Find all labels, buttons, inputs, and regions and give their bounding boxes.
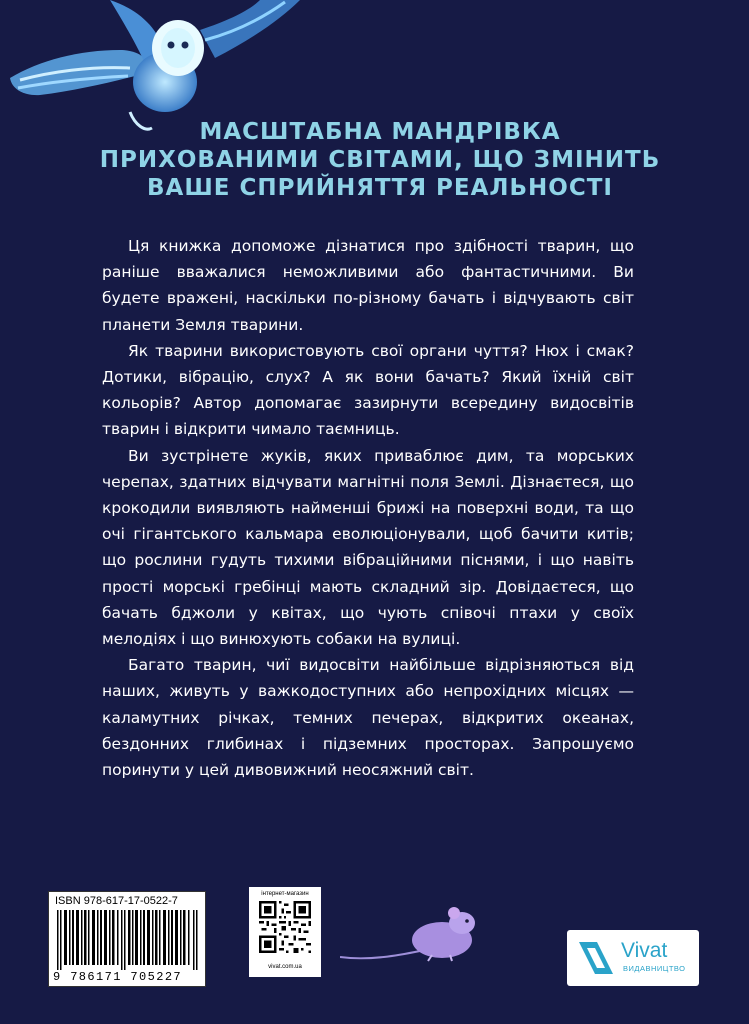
barcode-digits: 9 786171 705227 — [53, 970, 183, 984]
headline-line-2: ПРИХОВАНИМИ СВІТАМИ, ЩО ЗМІНИТЬ — [99, 147, 661, 173]
vivat-logo-name: Vivat — [621, 939, 668, 962]
qr-code-block[interactable] — [249, 887, 321, 977]
vivat-logo — [567, 930, 699, 986]
blurb-paragraph-1: Ця книжка допоможе дізнатися про здібності тварин, що раніше вважалися неможливими або фантастичними. Ви будете вражені, наскільки по-різному бачать і відчувають світ планети Земля тварини. — [102, 237, 634, 334]
qr-top-label: інтернет-магазин — [261, 891, 309, 897]
vivat-logo-icon — [575, 938, 617, 978]
isbn-label: ISBN 978-617-17-0522-7 — [55, 895, 178, 907]
headline — [60, 118, 700, 202]
headline-line-3: ВАШЕ СПРИЙНЯТТЯ РЕАЛЬНОСТІ — [147, 175, 613, 201]
headline-line-1: МАСШТАБНА МАНДРІВКА — [199, 119, 561, 145]
qr-code[interactable] — [259, 901, 311, 953]
blurb-paragraph-2: Як тварини використовують свої органи чуття? Нюх і смак? Дотики, вібрацію, слух? А як вони бачать? Який їхній світ кольорів? Автор допомагає зазирнути всередину видосвітів тварин і відкрити чимало таємниць. — [102, 341, 634, 439]
blurb-text — [102, 233, 634, 783]
mouse-illustration — [340, 895, 480, 965]
barcode — [48, 891, 206, 987]
barcode-bars — [57, 910, 199, 970]
blurb-paragraph-3: Ви зустрінете жуків, яких приваблює дим, та морських черепах, здатних відчувати магнітні поля Землі. Дізнаєтеся, що крокодили виявляють найменші брижі на поверхні води, та що очі гігантського кальмара еволюціонували, щоб бачити китів; що рослини гудуть тихими вібраційними піснями, і що навіть прості морські гребінці мають складний зір. Довідаєтеся, що бачать бджоли у квітах, що чують співочі птахи у своїх мелодіях і що винюхують собаки на вулиці. — [102, 446, 634, 649]
blurb-paragraph-4: Багато тварин, чиї видосвіти найбільше відрізняються від наших, живуть у важкодоступних або непрохідних місцях — каламутних річках, темних печерах, відкритих океанах, бездонних глибинах і підземних просторах. Запрошуємо поринути у цей дивовижний неосяжний світ. — [102, 656, 634, 780]
qr-bottom-label: vivat.com.ua — [268, 964, 302, 970]
vivat-logo-subtitle: ВИДАВНИЦТВО — [623, 964, 686, 973]
